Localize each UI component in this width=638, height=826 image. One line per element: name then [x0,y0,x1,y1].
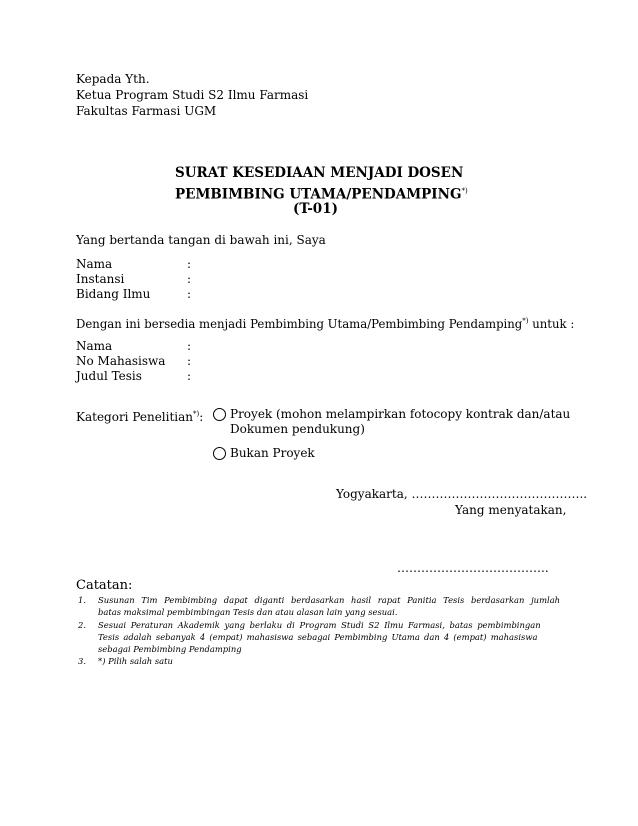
title-footnote-mark: *) [461,187,468,195]
signature-name-line: ……………………………….. [397,561,549,575]
student-name-colon: : [187,339,192,353]
recipient-line-3: Fakultas Farmasi UGM [76,104,217,118]
document-title-line-1: SURAT KESEDIAAN MENJADI DOSEN [175,165,464,181]
student-number-colon: : [187,354,192,368]
project-option-label-line-1: Proyek (mohon melampirkan fotocopy kontrak dan/atau [230,407,571,421]
recipient-line-1: Kepada Yth. [76,72,150,86]
thesis-title-colon: : [187,369,192,383]
category-colon: : [199,410,204,424]
note-3-line-1: *) Pilih salah satu [98,656,173,666]
title-line-2-text: PEMBIMBING UTAMA/PENDAMPING [175,186,462,203]
signer-name-colon: : [187,257,192,271]
note-1-line-2: batas maksimal pembimbingan Tesis dan atau alasan lain yang sesuai. [98,607,398,617]
recipient-line-2: Ketua Program Studi S2 Ilmu Farmasi [76,88,309,102]
note-2-number: 2. [78,620,86,630]
statement-tail: untuk : [528,316,575,331]
note-1-number: 1. [78,595,86,605]
thesis-title-label: Judul Tesis [76,369,142,383]
note-3-number: 3. [78,656,86,666]
statement-footnote-mark: *) [522,317,529,325]
place-date-line: Yogyakarta, …………………………………….. [336,487,588,501]
signer-institution-label: Instansi [76,272,125,286]
signer-field-of-study-colon: : [187,287,192,301]
student-number-label: No Mahasiswa [76,354,166,368]
category-label-text: Kategori Penelitian [76,410,194,424]
declarant-label: Yang menyatakan, [455,503,567,517]
document-code: (T-01) [293,201,338,217]
note-2-line-2: Tesis adalah sebanyak 4 (empat) mahasiswa sebagai Pembimbing Utama dan 4 (empat) mahasiswa [98,632,538,642]
student-name-label: Nama [76,339,113,353]
note-1-line-1: Susunan Tim Pembimbing dapat diganti berdasarkan hasil rapat Panitia Tesis berdasarkan jumlah [98,595,561,605]
non-project-radio[interactable] [213,447,226,460]
non-project-option-label: Bukan Proyek [230,446,315,460]
signer-name-label: Nama [76,257,113,271]
project-option-label-line-2: Dokumen pendukung) [230,422,365,436]
statement-text: Dengan ini bersedia menjadi Pembimbing Utama/Pembimbing Pendamping [76,316,523,331]
notes-heading: Catatan: [76,578,133,593]
project-radio[interactable] [213,408,226,421]
category-footnote-mark: *) [193,410,200,418]
intro-text: Yang bertanda tangan di bawah ini, Saya [76,233,326,247]
signer-institution-colon: : [187,272,192,286]
signer-field-of-study-label: Bidang Ilmu [76,287,151,301]
research-category-label [76,407,203,424]
note-2-line-3: sebagai Pembimbing Pendamping [98,644,242,654]
statement-line [76,314,574,331]
note-2-line-1: Sesuai Peraturan Akademik yang berlaku di Program Studi S2 Ilmu Farmasi, batas pembimbingan [98,620,541,630]
